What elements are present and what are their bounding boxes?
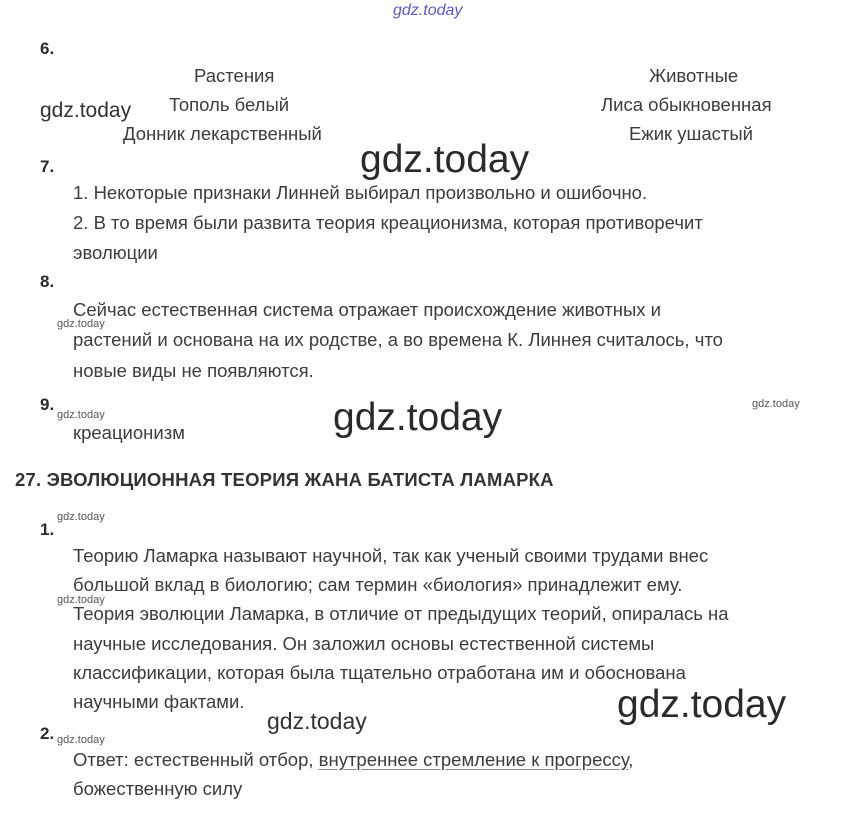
watermark: gdz.today — [57, 734, 105, 746]
watermark: gdz.today — [752, 398, 800, 410]
answer-line — [73, 745, 633, 775]
animals-header: Животные — [649, 65, 739, 86]
answer-line: большой вклад в биологию; сам термин «биология» принадлежит ему. — [73, 574, 683, 595]
answer-line: 2. В то время были развита теория креационизма, которая противоречит — [73, 212, 703, 233]
answer-line: Теорию Ламарка называют научной, так как ученый своими трудами внес — [73, 545, 709, 566]
watermark: gdz.today — [57, 511, 105, 523]
answer-line: 1. Некоторые признаки Линней выбирал произвольно и ошибочно. — [73, 182, 648, 203]
answer-prefix: Ответ: естественный отбор, — [73, 749, 319, 770]
watermark: gdz.today — [57, 594, 105, 606]
plant-item: Тополь белый — [169, 94, 290, 115]
underlined-answer: внутреннее стремление к прогрессу — [318, 749, 629, 770]
answer-line: новые виды не появляются. — [73, 360, 314, 381]
answer-line: креационизм — [73, 422, 185, 443]
section-title: 27. ЭВОЛЮЦИОННАЯ ТЕОРИЯ ЖАНА БАТИСТА ЛАМАРКА — [15, 469, 554, 490]
watermark: gdz.today — [267, 708, 367, 734]
question-number: 1. — [40, 520, 55, 539]
question-number: 7. — [40, 157, 55, 176]
answer-suffix: , — [628, 749, 634, 770]
answer-line: божественную силу — [73, 778, 243, 799]
watermark: gdz.today — [57, 409, 105, 421]
watermark: gdz.today — [333, 396, 503, 439]
plants-header: Растения — [194, 65, 275, 86]
question-number: 8. — [40, 272, 55, 291]
answer-line: классификации, которая была тщательно отработана им и обоснована — [73, 662, 686, 683]
question-number: 2. — [40, 724, 55, 743]
answer-line: научные исследования. Он заложил основы естественной системы — [73, 633, 655, 654]
answer-line: эволюции — [73, 242, 158, 263]
animal-item: Ежик ушастый — [629, 123, 754, 144]
watermark: gdz.today — [617, 683, 787, 726]
watermark: gdz.today — [57, 318, 105, 330]
watermark: gdz.today — [40, 99, 132, 122]
plant-item: Донник лекарственный — [123, 123, 322, 144]
answer-line: научными фактами. — [73, 691, 245, 712]
answer-line: Сейчас естественная система отражает происхождение животных и — [73, 299, 661, 320]
answer-line: растений и основана на их родстве, а во времена К. Линнея считалось, что — [73, 329, 723, 350]
question-number: 9. — [40, 395, 55, 414]
watermark: gdz.today — [393, 2, 463, 19]
animal-item: Лиса обыкновенная — [601, 94, 772, 115]
watermark: gdz.today — [360, 138, 530, 181]
answer-line: Теория эволюции Ламарка, в отличие от предыдущих теорий, опиралась на — [73, 603, 729, 624]
question-number: 6. — [40, 39, 55, 58]
